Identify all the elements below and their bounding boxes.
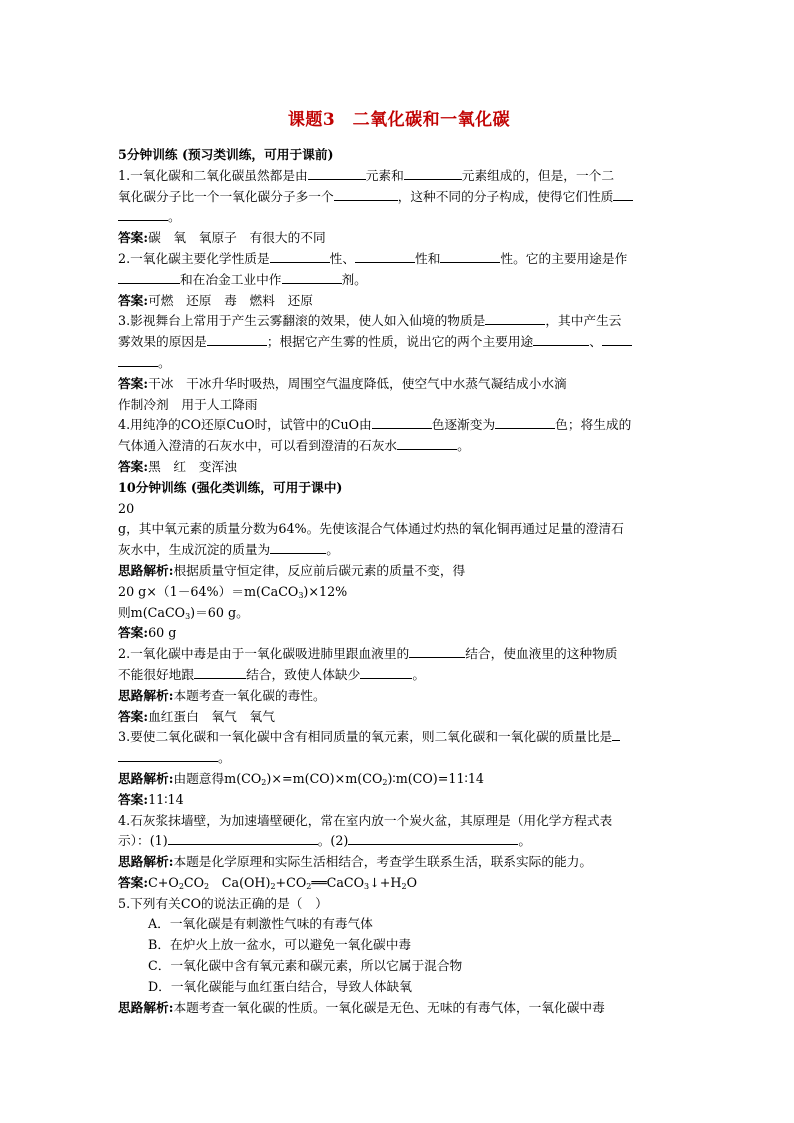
question-1-line-3: 。 bbox=[118, 207, 680, 228]
answer-blank bbox=[282, 271, 342, 284]
answer-blank bbox=[118, 208, 168, 221]
s2-question-3-line-1: 3.要使二氧化碳和一氧化碳中含有相同质量的氧元素，则二氧化碳和一氧化碳的质量比是 bbox=[118, 727, 680, 748]
answer-blank bbox=[270, 250, 330, 263]
s2-question-1-line-2: g，其中氧元素的质量分数为64%。先使该混合气体通过灼热的氧化铜再通过足量的澄清石 bbox=[118, 521, 624, 537]
answer-blank bbox=[602, 333, 632, 346]
answer-blank bbox=[118, 749, 218, 762]
s2-question-4-line-2: 示）：(1) 。(2) 。 bbox=[118, 833, 532, 849]
question-4-line-1: 4.用纯净的CO还原CuO时，试管中的CuO由 色逐渐变为 色；将生成的 bbox=[118, 417, 632, 433]
s2-question-2-line-1: 2.一氧化碳中毒是由于一氧化碳吸进肺里跟血液里的 结合，使血液里的这种物质 bbox=[118, 646, 618, 662]
answer-blank bbox=[613, 188, 633, 201]
question-1-line-1: 1.一氧化碳和二氧化碳虽然都是由 元素和 元素组成的，但是，一个二 bbox=[118, 167, 615, 183]
s2-question-3-answer: 答案:11∶14 bbox=[118, 791, 184, 807]
s2-question-1-line-1: 20 bbox=[118, 500, 135, 516]
answer-blank bbox=[612, 728, 620, 741]
question-3-line-1: 3.影视舞台上常用于产生云雾翻滚的效果，使人如入仙境的物质是 ，其中产生云 bbox=[118, 313, 622, 329]
question-4-answer: 答案:黑 红 变浑浊 bbox=[118, 458, 237, 474]
s2-question-4-answer: 答案$:C+O_2CO_2$ $Ca(OH)_2+CO_2══CaCO_3↓+H_2O$ bbox=[118, 874, 417, 891]
document-title: 课题3 二氧化碳和一氧化碳 bbox=[287, 110, 511, 130]
option-c: C．一氧化碳中含有氧元素和碳元素，所以它属于混合物 bbox=[148, 958, 463, 974]
question-3-answer-line-2: 作制冷剂 用于人工降雨 bbox=[118, 396, 258, 412]
question-3-answer-line-1: 答案:干冰 干冰升华时吸热，周围空气温度降低，使空气中水蒸气凝结成小水滴 bbox=[118, 375, 567, 391]
answer-blank bbox=[118, 271, 180, 284]
answer-blank bbox=[270, 541, 326, 554]
answer-blank bbox=[485, 312, 545, 325]
s2-question-5-analysis: 思路解析:本题考查一氧化碳的性质。一氧化碳是无色、无味的有毒气体，一氧化碳中毒 bbox=[118, 999, 605, 1015]
answer-blank bbox=[372, 416, 432, 429]
option-d: D．一氧化碳能与血红蛋白结合，导致人体缺氧 bbox=[148, 978, 412, 994]
question-3-line-2: 雾效果的原因是 ；根据它产生雾的性质，说出它的两个主要用途 、 bbox=[118, 332, 680, 353]
answer-blank bbox=[168, 832, 318, 845]
s2-question-3-line-2: 。 bbox=[118, 748, 680, 769]
s2-question-5-stem: 5.下列有关CO的说法正确的是（ ） bbox=[118, 895, 328, 911]
s2-question-2-answer: 答案:血红蛋白 氧气 氧气 bbox=[118, 708, 275, 724]
s2-question-3-analysis: 思路解析:由题意得$m(CO_2)\times=m(CO)\times m(CO_2)∶m(CO)=11∶14$ bbox=[118, 770, 484, 787]
s2-question-1-equation-2: 则m(CaCO$_3$)＝60 g。 bbox=[118, 604, 249, 621]
question-1-line-2: 氧化碳分子比一个一氧化碳分子多一个 ，这种不同的分子构成，使得它们性质 bbox=[118, 187, 680, 208]
s2-question-2-analysis: 思路解析:本题考查一氧化碳的毒性。 bbox=[118, 687, 326, 703]
answer-blank bbox=[194, 666, 246, 679]
answer-blank bbox=[207, 333, 267, 346]
s2-question-1-equation-1: 20 g×（1－64%）＝m(CaCO$_3$)×12% bbox=[118, 583, 348, 600]
option-b: B．在炉火上放一盆水，可以避免一氧化碳中毒 bbox=[148, 937, 412, 953]
section-heading-10min: 10分钟训练 (强化类训练，可用于课中) bbox=[118, 479, 343, 495]
answer-blank bbox=[495, 416, 555, 429]
answer-blank bbox=[440, 250, 500, 263]
document-page bbox=[118, 108, 680, 1018]
section-heading-5min: 5分钟训练 (预习类训练，可用于课前) bbox=[118, 147, 334, 162]
s2-question-1-answer: 答案:60 g bbox=[118, 625, 177, 641]
s2-question-1-line-3: 灰水中，生成沉淀的质量为 。 bbox=[118, 542, 339, 558]
option-a: A．一氧化碳是有刺激性气味的有毒气体 bbox=[148, 916, 373, 932]
answer-blank bbox=[334, 188, 398, 201]
question-1-answer: 答案:碳 氧 氧原子 有很大的不同 bbox=[118, 230, 326, 246]
s2-question-1-analysis: 思路解析:根据质量守恒定律，反应前后碳元素的质量不变，得 bbox=[118, 562, 466, 578]
answer-blank bbox=[348, 832, 518, 845]
question-2-line-2: 和在冶金工业中作 剂。 bbox=[118, 270, 680, 291]
answer-blank bbox=[355, 250, 415, 263]
s2-question-4-line-1: 4.石灰浆抹墙壁，为加速墙壁硬化，常在室内放一个炭火盆，其原理是（用化学方程式表 bbox=[118, 812, 613, 828]
question-2-line-1: 2.一氧化碳主要化学性质是 性、 性和 性。它的主要用途是作 bbox=[118, 250, 628, 266]
answer-blank bbox=[397, 437, 457, 450]
question-2-answer: 答案:可燃 还原 毒 燃料 还原 bbox=[118, 292, 313, 308]
answer-blank bbox=[118, 354, 158, 367]
s2-question-2-line-2: 不能很好地跟 结合，致使人体缺少 。 bbox=[118, 666, 425, 682]
question-4-line-2: 气体通入澄清的石灰水中，可以看到澄清的石灰水 。 bbox=[118, 438, 470, 454]
answer-blank bbox=[308, 167, 366, 180]
answer-blank bbox=[404, 167, 462, 180]
question-3-line-3: 。 bbox=[118, 353, 680, 374]
answer-blank bbox=[533, 333, 589, 346]
answer-blank bbox=[409, 645, 465, 658]
s2-question-4-analysis: 思路解析:本题是化学原理和实际生活相结合，考查学生联系生活，联系实际的能力。 bbox=[118, 854, 593, 870]
answer-blank bbox=[360, 666, 412, 679]
